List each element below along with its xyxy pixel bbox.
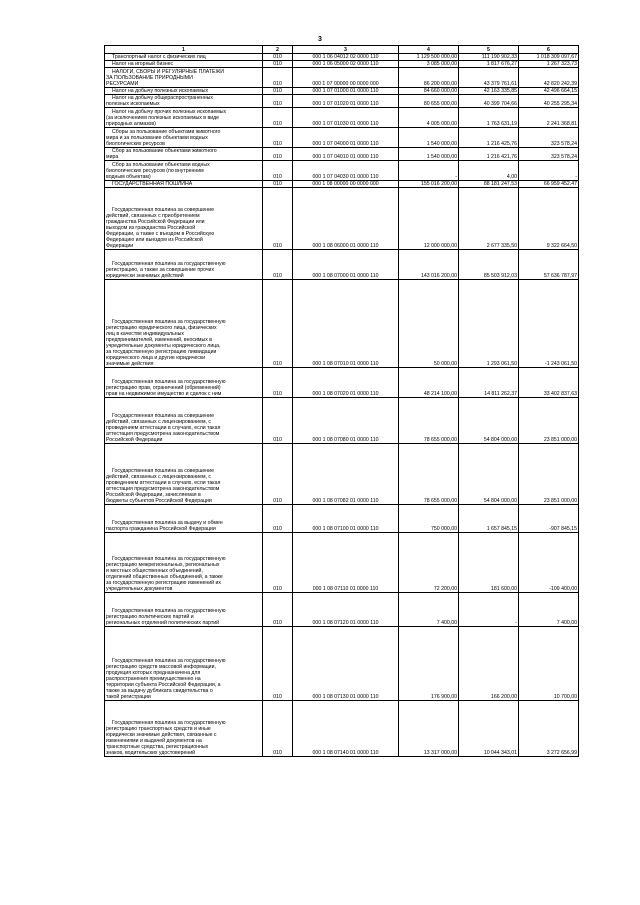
row-executed-amount: 10 044 343,01 [459,701,519,757]
column-number: 3 [293,46,399,54]
row-code: 010 [263,368,293,398]
table-row [105,444,579,505]
row-code: 010 [263,128,293,148]
row-approved-amount: 143 016 200,00 [399,250,459,280]
row-code: 010 [263,181,293,188]
table-row [105,533,579,593]
row-code: 010 [263,54,293,61]
row-approved-amount: 1 540 000,00 [399,128,459,148]
row-code: 010 [263,148,293,161]
row-executed-amount: 43 379 761,61 [459,68,519,88]
row-unexecuted-amount: 1 267 323,73 [519,61,579,68]
table-row [105,88,579,95]
row-approved-amount: 84 660 000,00 [399,88,459,95]
row-executed-amount: 181 600,00 [459,533,519,593]
row-budget-code: 000 1 07 00000 00 0000 000 [293,68,399,88]
table-row [105,95,579,108]
row-approved-amount: 7 400,00 [399,593,459,627]
row-code: 010 [263,444,293,505]
table-row [105,398,579,444]
row-unexecuted-amount: 33 402 837,63 [519,368,579,398]
row-executed-amount: 42 163 335,85 [459,88,519,95]
table-row [105,593,579,627]
row-approved-amount: 3 085 000,00 [399,61,459,68]
row-code: 010 [263,61,293,68]
row-budget-code: 000 1 07 01020 01 0000 110 [293,95,399,108]
row-unexecuted-amount: 57 636 787,97 [519,250,579,280]
table-row [105,505,579,533]
row-unexecuted-amount: 23 851 000,00 [519,444,579,505]
row-name: Государственная пошлина за государственную регистрацию межрегиональных, региональных и местных общественных объединений, отделений общественных объединений, а также за государственную регистрацию изменений их учредительных документов [105,533,263,593]
row-executed-amount: 4,00 [459,161,519,181]
row-budget-code: 000 1 08 07082 01 0000 110 [293,444,399,505]
row-budget-code: 000 1 08 07130 01 0000 110 [293,627,399,701]
row-executed-amount: 1 216 425,76 [459,128,519,148]
column-number: 6 [519,46,579,54]
row-unexecuted-amount: -907 845,15 [519,505,579,533]
row-name: Государственная пошлина за совершение действий, связанных с лицензированием, с проведением аттестации в случаях, если такая аттестация предусмотрена законодательством Российской Федерации [105,398,263,444]
row-unexecuted-amount: 7 400,00 [519,593,579,627]
row-executed-amount: 1 657 845,15 [459,505,519,533]
row-unexecuted-amount: 3 272 656,99 [519,701,579,757]
table-row [105,54,579,61]
row-approved-amount: 155 016 200,00 [399,181,459,188]
row-budget-code: 000 1 07 01030 01 0000 110 [293,108,399,128]
column-number: 4 [399,46,459,54]
row-name: Налог на игорный бизнес [105,61,263,68]
row-approved-amount: 78 655 000,00 [399,444,459,505]
row-executed-amount: 166 200,00 [459,627,519,701]
row-approved-amount: 1 540 000,00 [399,148,459,161]
table-row [105,61,579,68]
row-name: Транспортный налог с физических лиц [105,54,263,61]
row-budget-code: 000 1 08 06000 01 0000 110 [293,188,399,250]
row-budget-code: 000 1 08 07120 01 0000 110 [293,593,399,627]
table-row [105,368,579,398]
row-budget-code: 000 1 08 07110 01 0000 110 [293,533,399,593]
row-unexecuted-amount: -109 400,00 [519,533,579,593]
table-row [105,148,579,161]
column-number: 5 [459,46,519,54]
row-code: 010 [263,161,293,181]
row-approved-amount: 13 317 000,00 [399,701,459,757]
row-name: Государственная пошлина за государственную регистрацию средств массовой информации, продукция которых предназначена для распространения преимущественно на территории субъекта Российской Федерации, а также за выдачу дубликата свидетельства о такой регистрации [105,627,263,701]
row-approved-amount: 72 200,00 [399,533,459,593]
table-row [105,128,579,148]
row-budget-code: 000 1 08 07000 01 0000 110 [293,250,399,280]
row-code: 010 [263,68,293,88]
table-row [105,68,579,88]
row-executed-amount: 1 817 676,27 [459,61,519,68]
row-code: 010 [263,280,293,368]
row-code: 010 [263,95,293,108]
row-executed-amount: - [459,593,519,627]
row-budget-code: 000 1 08 07080 01 0000 110 [293,398,399,444]
row-executed-amount: 111 190 902,33 [459,54,519,61]
row-code: 010 [263,250,293,280]
row-unexecuted-amount: 323 578,24 [519,128,579,148]
table-row [105,701,579,757]
row-approved-amount: 12 000 000,00 [399,188,459,250]
row-budget-code: 000 1 06 05000 02 0000 110 [293,61,399,68]
row-approved-amount: - [399,161,459,181]
row-name: Государственная пошлина за государственную регистрацию, а также за совершение прочих юридически значимых действий [105,250,263,280]
row-executed-amount: 2 677 335,50 [459,188,519,250]
row-budget-code: 000 1 07 04000 01 0000 110 [293,128,399,148]
row-approved-amount: 50 000,00 [399,280,459,368]
row-executed-amount: 54 804 000,00 [459,444,519,505]
row-name: Государственная пошлина за государственную регистрацию политических партий и региональных отделений политических партий [105,593,263,627]
page-number: 3 [318,36,322,43]
table-row [105,181,579,188]
row-name: Государственная пошлина за совершение действий, связанных с лицензированием, с проведением аттестации в случаях, если такая аттестация предусмотрена законодательством Российской Федерации, зачисляемая в бюджеты субъектов Российской Федерации [105,444,263,505]
row-code: 010 [263,188,293,250]
row-name: Государственная пошлина за государственную регистрацию транспортных средств и иные юридически значимые действия, связанные с изменениями и выдачей документов на транспортные средства, регистрационных знаков, водительских удостоверений [105,701,263,757]
row-approved-amount: 4 005 000,00 [399,108,459,128]
row-budget-code: 000 1 06 04012 02 0000 110 [293,54,399,61]
row-name: Государственная пошлина за государственную регистрацию юридического лица, физических лиц в качестве индивидуальных предпринимателей, изменений, вносимых в учредительные документы юридического лица, за государственную регистрацию ликвидации юридического лица и другие юридически значимые действия [105,280,263,368]
row-executed-amount: 40 399 704,66 [459,95,519,108]
row-code: 010 [263,108,293,128]
row-unexecuted-amount: 42 496 664,15 [519,88,579,95]
row-approved-amount: 1 129 500 000,00 [399,54,459,61]
row-budget-code: 000 1 07 01000 01 0000 110 [293,88,399,95]
row-unexecuted-amount: -1 243 061,50 [519,280,579,368]
row-name: ГОСУДАРСТВЕННАЯ ПОШЛИНА [105,181,263,188]
table-row [105,280,579,368]
row-unexecuted-amount: 66 959 452,47 [519,181,579,188]
row-name: Государственная пошлина за выдачу и обмен паспорта гражданина Российской Федерации [105,505,263,533]
row-executed-amount: 14 811 262,37 [459,368,519,398]
column-number-row [105,46,579,54]
row-unexecuted-amount: 1 018 309 097,67 [519,54,579,61]
row-name: Сбор за пользование объектами животного мира [105,148,263,161]
row-name: Государственная пошлина за государственную регистрацию прав, ограничений (обременений) прав на недвижимое имущество и сделок с ним [105,368,263,398]
row-name: Налог на добычу прочих полезных ископаемых (за исключением полезных ископаемых в виде природных алмазов) [105,108,263,128]
row-unexecuted-amount: 23 851 000,00 [519,398,579,444]
row-name: Сборы за пользование объектами животного мира и за пользование объектами водных биологических ресурсов [105,128,263,148]
row-unexecuted-amount: 42 820 242,39 [519,68,579,88]
row-unexecuted-amount: 40 255 295,34 [519,95,579,108]
row-executed-amount: 54 804 000,00 [459,398,519,444]
row-name: Налог на добычу полезных ископаемых [105,88,263,95]
table-row [105,627,579,701]
row-code: 010 [263,88,293,95]
row-unexecuted-amount: 9 322 664,50 [519,188,579,250]
row-approved-amount: 86 200 000,00 [399,68,459,88]
row-code: 010 [263,533,293,593]
row-code: 010 [263,398,293,444]
row-budget-code: 000 1 08 07010 01 0000 110 [293,280,399,368]
row-budget-code: 000 1 07 04030 01 0000 110 [293,161,399,181]
table-row [105,161,579,181]
row-approved-amount: 750 000,00 [399,505,459,533]
row-name: Государственная пошлина за совершение действий, связанных с приобретением гражданства Российской Федерации или выходом из гражданства Российской Федерации, а также с въездом в Российскую Федерацию или выездом из Российской Федерации [105,188,263,250]
row-executed-amount: 88 181 247,53 [459,181,519,188]
row-code: 010 [263,505,293,533]
row-executed-amount: 1 216 421,76 [459,148,519,161]
row-name: Налог на добычу общераспространенных полезных ископаемых [105,95,263,108]
table-row [105,188,579,250]
row-approved-amount: 176 900,00 [399,627,459,701]
table-row [105,250,579,280]
row-budget-code: 000 1 08 07140 01 0000 110 [293,701,399,757]
row-approved-amount: 78 655 000,00 [399,398,459,444]
row-budget-code: 000 1 08 07100 01 0000 110 [293,505,399,533]
row-executed-amount: 85 503 912,03 [459,250,519,280]
row-name: Сбор за пользование объектами водных биологических ресурсов (по внутренним водным объектам) [105,161,263,181]
row-unexecuted-amount: 2 241 368,81 [519,108,579,128]
row-code: 010 [263,701,293,757]
row-unexecuted-amount: 323 578,24 [519,148,579,161]
column-number: 1 [105,46,263,54]
row-executed-amount: 1 293 061,50 [459,280,519,368]
row-unexecuted-amount: 10 700,00 [519,627,579,701]
row-budget-code: 000 1 07 04010 01 0000 110 [293,148,399,161]
row-code: 010 [263,627,293,701]
row-code: 010 [263,593,293,627]
row-approved-amount: 80 655 000,00 [399,95,459,108]
column-number: 2 [263,46,293,54]
row-executed-amount: 1 763 631,19 [459,108,519,128]
row-budget-code: 000 1 08 07020 01 0000 110 [293,368,399,398]
revenue-table [104,45,579,757]
table-row [105,108,579,128]
row-approved-amount: 48 214 100,00 [399,368,459,398]
row-name: НАЛОГИ, СБОРЫ И РЕГУЛЯРНЫЕ ПЛАТЕЖИ ЗА ПОЛЬЗОВАНИЕ ПРИРОДНЫМИ РЕСУРСАМИ [105,68,263,88]
row-budget-code: 000 1 08 00000 00 0000 000 [293,181,399,188]
row-unexecuted-amount: - [519,161,579,181]
